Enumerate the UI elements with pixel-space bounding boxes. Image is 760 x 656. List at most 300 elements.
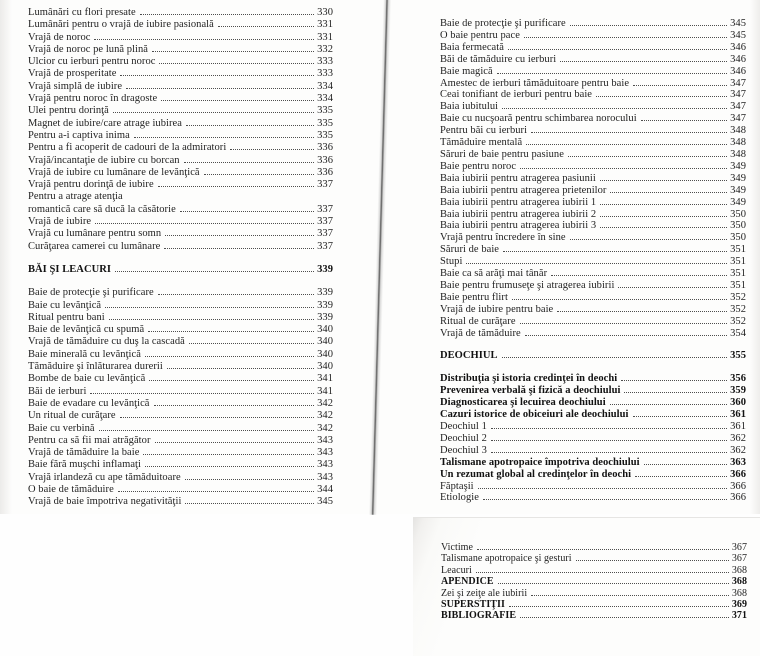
toc-entry-title: BIBLIOGRAFIE [441,610,517,622]
toc-row [440,292,746,304]
toc-dot-leader [90,393,314,394]
toc-dot-leader [641,120,727,121]
toc-entry-title: Baie pentru frumuseţe şi atragerea iubirii [440,279,615,291]
toc-entry-title: Ulcior cu ierburi pentru noroc [28,56,156,68]
toc-row [28,264,333,276]
toc-page-number: 344 [317,483,333,495]
toc-page-number: 333 [317,68,333,80]
toc-entry-title: Un ritual de curăţare [28,410,116,422]
toc-entry-title: Baie cu nucşoară pentru schimbarea norocului [440,113,637,125]
toc-row [440,492,746,504]
toc-dot-leader [204,174,314,175]
toc-page-number: 336 [317,166,333,178]
toc-row [28,216,333,228]
toc-row [440,304,746,316]
toc-row [28,312,333,324]
toc-fragment-list [441,542,747,622]
toc-entry-title: Tămăduire mentală [440,137,523,149]
toc-entry-title: BĂI ŞI LEACURI [28,263,111,275]
toc-dot-leader [478,488,727,489]
toc-dot-leader [140,14,314,15]
toc-entry-title: Ritual de curăţare [440,315,516,327]
toc-entry-title: Curăţarea camerei cu lumânare [28,240,161,252]
toc-page-number: 348 [730,137,746,149]
toc-dot-leader [466,263,727,264]
toc-row [28,155,333,167]
toc-page-number: 366 [730,480,746,492]
toc-row [440,385,746,397]
toc-dot-leader [526,144,727,145]
toc-page-number: 337 [317,203,333,215]
toc-page-number: 368 [731,587,747,599]
toc-dot-leader [109,319,314,320]
page-edge-shading-right [750,0,760,514]
toc-row [441,542,747,553]
toc-entry-title: Băi de tămăduire cu ierburi [440,53,557,65]
toc-page-number: 337 [317,228,333,240]
toc-entry-title: Victime [441,542,473,553]
toc-page-number: 360 [730,397,746,409]
toc-dot-leader [165,235,314,236]
toc-entry-title: Vrajă pentru dorinţă de iubire [28,179,154,191]
toc-entry-title: Vrajă cu lumânare pentru somn [28,228,162,240]
toc-row [441,565,747,576]
toc-row [28,459,333,471]
toc-dot-leader [520,323,728,324]
toc-dot-leader [180,211,314,212]
toc-row [441,576,747,587]
toc-row [440,197,746,209]
toc-dot-leader [551,275,727,276]
toc-page-number: 346 [730,65,746,77]
toc-dot-leader [113,112,314,113]
toc-row [440,445,746,457]
toc-page-number: 343 [317,447,333,459]
toc-page-number: 340 [317,324,333,336]
toc-entry-title: Deochiul 1 [440,421,487,432]
toc-dot-leader [158,186,314,187]
toc-page-number: 343 [317,471,333,483]
toc-page-number: 342 [317,410,333,422]
toc-entry-title: Făptaşii [440,480,474,492]
toc-page-number: 350 [730,220,746,232]
toc-entry-title: Baie fără muşchi inflamaţi [28,459,141,471]
toc-entry-title: Pentru a fi acoperit de cadouri de la admiratori [28,142,227,154]
toc-dot-leader [477,549,729,550]
toc-dot-leader [148,331,314,332]
toc-dot-leader [158,294,314,295]
toc-row [440,457,746,469]
toc-dot-leader [624,392,727,393]
toc-dot-leader [576,560,729,561]
toc-entry-title: Baia fermecată [440,41,504,53]
toc-dot-leader [143,454,314,455]
toc-dot-leader [524,37,727,38]
toc-entry-title: Baie de protecţie şi purificare [28,287,154,299]
toc-page-number: 367 [731,553,747,565]
toc-row [28,447,333,459]
toc-row [28,410,333,422]
toc-row [28,191,333,203]
toc-row [440,328,746,340]
toc-row [28,472,333,484]
toc-dot-leader [512,299,727,300]
toc-row [440,409,746,421]
toc-entry-title: Băi de ierburi [28,385,87,397]
toc-entry-title: Baia iubitului [440,101,499,113]
toc-dot-leader [600,216,727,217]
toc-page-number: 352 [730,303,746,315]
toc-entry-title: Tămăduire şi înlăturarea durerii [28,361,163,373]
toc-entry-title: Vrajă de tămăduire la baie [28,447,140,459]
toc-row [28,204,333,216]
toc-row [28,56,333,68]
toc-row [440,113,746,125]
toc-dot-leader [145,466,314,467]
toc-row [440,350,746,362]
toc-row [440,18,746,30]
toc-page-number: 349 [730,160,746,172]
toc-page-number: 366 [730,492,746,504]
toc-page-number: 366 [730,468,746,480]
toc-page-number: 334 [317,80,333,92]
toc-dot-leader [509,606,729,607]
toc-row [440,125,746,137]
toc-entry-title: Vrajă de tămăduire [440,327,521,339]
toc-page-number: 347 [730,113,746,125]
toc-row [28,228,333,240]
toc-page-number: 331 [317,19,333,31]
toc-row [28,287,333,299]
toc-dot-leader [498,583,729,584]
toc-page-number: 368 [731,576,747,588]
toc-page-number: 368 [731,564,747,576]
toc-page-number: 330 [317,7,333,18]
toc-row [28,398,333,410]
toc-page-number: 331 [317,31,333,43]
toc-page-number: 349 [730,196,746,208]
toc-row [28,179,333,191]
toc-row [440,220,746,232]
toc-dot-leader [185,479,314,480]
toc-row [28,19,333,31]
toc-dot-leader [99,430,314,431]
toc-dot-leader [218,26,314,27]
toc-page-number: 349 [730,172,746,184]
toc-entry-title: Un rezumat global al credinţelor în deochi [440,468,632,480]
toc-page-left [28,7,333,509]
toc-entry-title: Cazuri istorice de obiceiuri ale deochiului [440,409,629,421]
toc-entry-title: romantică care să ducă la căsătorie [28,203,176,215]
toc-dot-leader [503,251,727,252]
toc-page-number: 354 [730,327,746,339]
toc-dot-leader [164,248,314,249]
toc-entry-title: Pentru ca să fii mai atrăgător [28,434,151,446]
toc-row [440,469,746,481]
toc-page-number: 335 [317,117,333,129]
toc-entry-title: Baie pentru noroc [440,160,517,172]
toc-dot-leader [525,335,727,336]
toc-dot-leader [491,440,727,441]
toc-dot-leader [531,595,729,596]
toc-entry-title: Baia iubirii pentru atragerea iubirii 3 [440,220,597,232]
toc-dot-leader [118,491,314,492]
toc-page-number: 362 [730,444,746,456]
toc-row [440,209,746,221]
toc-entry-title: Talismane apotropaice şi gesturi [441,553,572,565]
toc-row [440,30,746,42]
toc-dot-leader [560,61,727,62]
toc-page-number: 339 [317,311,333,323]
toc-dot-leader [189,343,314,344]
toc-page-number: 339 [317,287,333,299]
toc-row [28,373,333,385]
toc-fragment-bottom [413,517,760,656]
toc-row [441,588,747,599]
toc-row [28,241,333,253]
toc-page-number: 335 [317,129,333,141]
page-gutter-shadow [360,0,400,515]
toc-entry-title: Baie magică [440,65,493,77]
toc-page-number: 361 [730,421,746,432]
toc-dot-leader [502,108,727,109]
toc-entry-title: Ritual pentru bani [28,311,105,323]
toc-page-number: 348 [730,148,746,160]
toc-entry-title: Vrajă de noroc [28,31,91,43]
toc-row [440,244,746,256]
toc-page-number: 340 [317,348,333,360]
toc-row [28,32,333,44]
toc-row [440,137,746,149]
toc-dot-leader [568,156,727,157]
toc-row [28,349,333,361]
toc-dot-leader [502,357,728,358]
toc-page-number: 356 [730,373,746,385]
toc-dot-leader [145,356,314,357]
toc-page-number: 334 [317,93,333,105]
toc-entry-title: Lumânări cu flori presate [28,7,136,18]
toc-dot-leader [152,51,314,52]
toc-entry-title: DEOCHIUL [440,350,498,362]
toc-dot-leader [610,404,727,405]
toc-dot-leader [476,572,729,573]
toc-page-number: 337 [317,240,333,252]
toc-entry-title: Deochiul 2 [440,432,487,444]
toc-row [440,101,746,113]
toc-dot-leader [618,287,727,288]
toc-dot-leader [621,380,727,381]
toc-page-number: 345 [730,29,746,41]
toc-row [440,66,746,78]
toc-dot-leader [600,227,727,228]
toc-entry-title: Vrajă de iubire pentru baie [440,303,554,315]
toc-dot-leader [94,39,314,40]
toc-row [28,130,333,142]
toc-dot-leader [633,85,727,86]
toc-dot-leader [230,149,314,150]
toc-page-number: 340 [317,336,333,348]
toc-row [28,93,333,105]
toc-entry-title: Vrajă de tămăduire cu duş la cascadă [28,336,185,348]
toc-dot-leader [491,428,727,429]
toc-row [28,386,333,398]
toc-dot-leader [161,100,314,101]
toc-entry-title: Vrajă pentru noroc în dragoste [28,93,158,105]
toc-row [28,167,333,179]
toc-page-number: 352 [730,291,746,303]
toc-entry-title: O baie pentru pace [440,29,520,41]
toc-dot-leader [186,125,314,126]
toc-entry-title: Vrajă irlandeză cu ape tămăduitoare [28,471,181,483]
toc-entry-title: Baie cu verbină [28,422,95,434]
toc-dot-leader [491,452,727,453]
toc-entry-title: Baie de protecţie şi purificare [440,18,566,29]
toc-page-number: 352 [730,315,746,327]
toc-dot-leader [115,271,314,272]
toc-row [440,268,746,280]
toc-dot-leader [531,132,727,133]
toc-entry-title: Vrajă de prosperitate [28,68,117,80]
toc-row [28,484,333,496]
toc-row [28,423,333,435]
toc-row [28,44,333,56]
toc-page-number: 346 [730,41,746,53]
toc-row [440,280,746,292]
toc-dot-leader [154,405,315,406]
toc-entry-title: Vrajă pentru încredere în sine [440,232,566,244]
toc-page-number: 345 [730,18,746,29]
toc-entry-title: Bombe de baie cu levănţică [28,373,146,385]
toc-page-number: 346 [730,53,746,65]
toc-page-number: 335 [317,105,333,117]
toc-row [440,78,746,90]
toc-row [28,68,333,80]
toc-page-number: 336 [317,142,333,154]
toc-dot-leader [570,239,727,240]
toc-entry-title: Baia iubirii pentru atragerea iubirii 1 [440,196,597,208]
toc-row [28,300,333,312]
toc-entry-title: Vrajă de baie împotriva negativităţii [28,496,182,508]
toc-row [28,496,333,508]
toc-row [440,256,746,268]
toc-row [28,105,333,117]
toc-entry-title: Lumânări pentru o vrajă de iubire pasională [28,19,214,31]
toc-page-number: 333 [317,56,333,68]
toc-page-number: 342 [317,422,333,434]
toc-dot-leader [483,499,727,500]
toc-row [440,397,746,409]
toc-page-number: 361 [730,409,746,421]
toc-row [440,161,746,173]
toc-row [28,81,333,93]
toc-dot-leader [644,464,728,465]
toc-entry-title: Vrajă simplă de iubire [28,80,123,92]
toc-entry-title: Baie pentru flirt [440,291,508,303]
toc-row [440,185,746,197]
toc-page-number: 351 [730,268,746,280]
toc-entry-title: Deochiul 3 [440,444,487,456]
toc-page-number: 355 [730,350,746,362]
toc-dot-leader [508,49,727,50]
toc-entry-title: Ceai tonifiant de ierburi pentru baie [440,89,593,101]
toc-entry-title: Vrajă/incantaţie de iubire cu borcan [28,154,180,166]
toc-entry-title: Baie de evadare cu levănţică [28,397,150,409]
toc-page-number: 343 [317,459,333,471]
toc-entry-title: Zei şi zeiţe ale iubirii [441,587,528,599]
toc-dot-leader [633,416,728,417]
toc-entry-title: Baie de levănţică cu spumă [28,324,145,336]
toc-dot-leader [184,162,315,163]
toc-page-number: 351 [730,244,746,256]
toc-entry-title: Vrajă de iubire cu lumânare de levănţică [28,166,200,178]
toc-entry-title: Ulei pentru dorinţă [28,105,109,117]
toc-dot-leader [596,96,727,97]
toc-row [28,118,333,130]
toc-entry-title: APENDICE [441,576,494,588]
toc-dot-leader [149,380,314,381]
toc-row [440,54,746,66]
toc-row [440,481,746,493]
toc-page-number: 332 [317,43,333,55]
toc-dot-leader [134,137,314,138]
toc-entry-title: Pentru băi cu ierburi [440,125,528,137]
toc-page-number: 341 [317,373,333,385]
toc-page-number: 336 [317,154,333,166]
toc-row [441,599,747,610]
toc-dot-leader [600,204,727,205]
toc-dot-leader [185,503,314,504]
toc-page-number: 362 [730,432,746,444]
toc-page-number: 347 [730,77,746,89]
toc-entry-title: Talismane apotropaice împotriva deochiului [440,456,640,468]
toc-dot-leader [105,307,314,308]
toc-dot-leader [570,25,727,26]
toc-entry-title: Baia iubirii pentru atragerea prietenilor [440,184,607,196]
toc-page-number: 359 [730,385,746,397]
toc-row [440,42,746,54]
toc-dot-leader [635,476,727,477]
toc-page-number: 347 [730,89,746,101]
toc-row [440,89,746,101]
toc-entry-title: Vrajă de noroc pe lună plină [28,43,149,55]
toc-dot-leader [159,63,314,64]
toc-row [440,149,746,161]
toc-entry-title: Amestec de ierburi tămăduitoare pentru baie [440,77,630,89]
toc-entry-title: Baia iubirii pentru atragerea pasiunii [440,172,596,184]
toc-page-number: 347 [730,101,746,113]
toc-row [28,7,333,19]
toc-page-number: 367 [731,542,747,553]
toc-entry-title: Pentru a atrage atenţia [28,191,123,203]
toc-entry-title: Stupi [440,256,463,268]
toc-entry-title: Baie minerală cu levănţică [28,348,141,360]
toc-page-number: 348 [730,125,746,137]
toc-entry-title: Etiologie [440,492,479,504]
toc-row [28,361,333,373]
toc-page-number: 371 [731,610,747,622]
toc-dot-leader [497,73,727,74]
toc-row [28,142,333,154]
toc-dot-leader [120,417,314,418]
toc-page-number: 349 [730,184,746,196]
toc-row [28,324,333,336]
toc-page-number: 341 [317,385,333,397]
toc-row [28,435,333,447]
toc-entry-title: Prevenirea verbală şi fizică a deochiului [440,385,621,397]
toc-row [440,173,746,185]
toc-entry-title: Săruri de baie pentru pasiune [440,148,564,160]
toc-page-number: 337 [317,216,333,228]
